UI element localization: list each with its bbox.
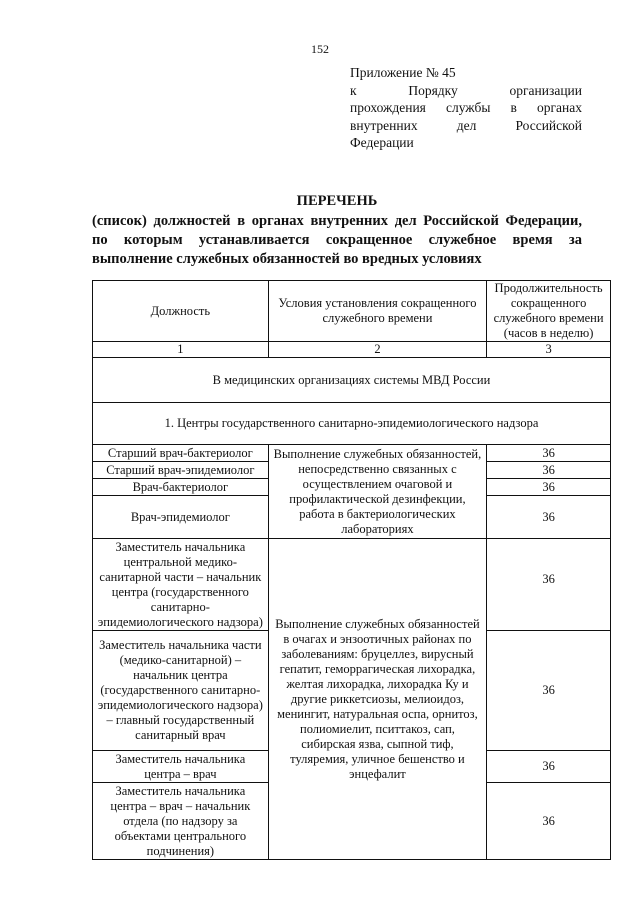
section-title: В медицинских организациях системы МВД России	[93, 358, 611, 403]
position-cell: Старший врач-бактериолог	[93, 445, 269, 462]
title-line: (список) должностей в органах внутренних дел Российской Федерации,	[92, 213, 582, 229]
position-cell: Заместитель начальника центральной медико-санитарной части – начальник центра (государственного санитарно-эпидемиологического надзора)	[93, 539, 269, 631]
position-cell: Старший врач-эпидемиолог	[93, 462, 269, 479]
conditions-cell: Выполнение служебных обязанностей, непосредственно связанных с осуществлением очаговой и профилактической дезинфекции, работа в бактериологических лабораториях	[268, 445, 486, 539]
position-cell: Заместитель начальника центра – врач – начальник отдела (по надзору за объектами центрального подчинения)	[93, 783, 269, 860]
title-line: выполнение служебных обязанностей во вредных условиях	[92, 251, 482, 267]
position-cell: Заместитель начальника центра – врач	[93, 751, 269, 783]
hours-cell: 36	[487, 462, 611, 479]
header-conditions: Условия установления сокращенного служебного времени	[268, 281, 486, 342]
table-row	[93, 445, 611, 462]
header-position: Должность	[93, 281, 269, 342]
column-numbers-row	[93, 342, 611, 358]
title-main: ПЕРЕЧЕНЬ	[296, 193, 378, 209]
appendix-line: Федерации	[350, 135, 414, 150]
hours-cell: 36	[487, 445, 611, 462]
appendix-line: к Порядку организации	[350, 82, 582, 98]
page-number: 152	[311, 42, 329, 56]
document-title	[92, 192, 582, 269]
appendix-line: внутренних дел Российской	[350, 117, 582, 133]
hours-cell: 36	[487, 751, 611, 783]
hours-cell: 36	[487, 479, 611, 496]
appendix-note	[350, 64, 582, 152]
position-cell: Заместитель начальника части (медико-санитарной) – начальник центра (государственного санитарно-эпидемиологического надзора) – главный государственный санитарный врач	[93, 631, 269, 751]
table-row	[93, 539, 611, 631]
position-cell: Врач-бактериолог	[93, 479, 269, 496]
header-hours: Продолжительность сокращенного служебного времени (часов в неделю)	[487, 281, 611, 342]
subsection-row	[93, 403, 611, 445]
conditions-cell: Выполнение служебных обязанностей в очагах и энзоотичных районах по заболеваниям: бруцеллез, вирусный гепатит, геморрагическая лихорадка, желтая лихорадка, лихорадка Ку и другие риккетсиозы, мелиоидоз, менингит, натуральная оспа, орнитоз, полиомиелит, пситтакоз, сап, сибирская язва, сыпной тиф, туляремия, уличное бешенство и энцефалит	[268, 539, 486, 860]
hours-cell: 36	[487, 496, 611, 539]
position-cell: Врач-эпидемиолог	[93, 496, 269, 539]
subsection-title: 1. Центры государственного санитарно-эпидемиологического надзора	[93, 403, 611, 445]
appendix-line: Приложение № 45	[350, 65, 456, 80]
appendix-line: прохождения службы в органах	[350, 100, 582, 115]
positions-table	[92, 280, 611, 860]
hours-cell: 36	[487, 783, 611, 860]
section-row	[93, 358, 611, 403]
column-number: 1	[93, 342, 269, 358]
title-line: по которым устанавливается сокращенное служебное время за	[92, 232, 582, 248]
hours-cell: 36	[487, 631, 611, 751]
column-number: 2	[268, 342, 486, 358]
column-number: 3	[487, 342, 611, 358]
table-header-row	[93, 281, 611, 342]
hours-cell: 36	[487, 539, 611, 631]
